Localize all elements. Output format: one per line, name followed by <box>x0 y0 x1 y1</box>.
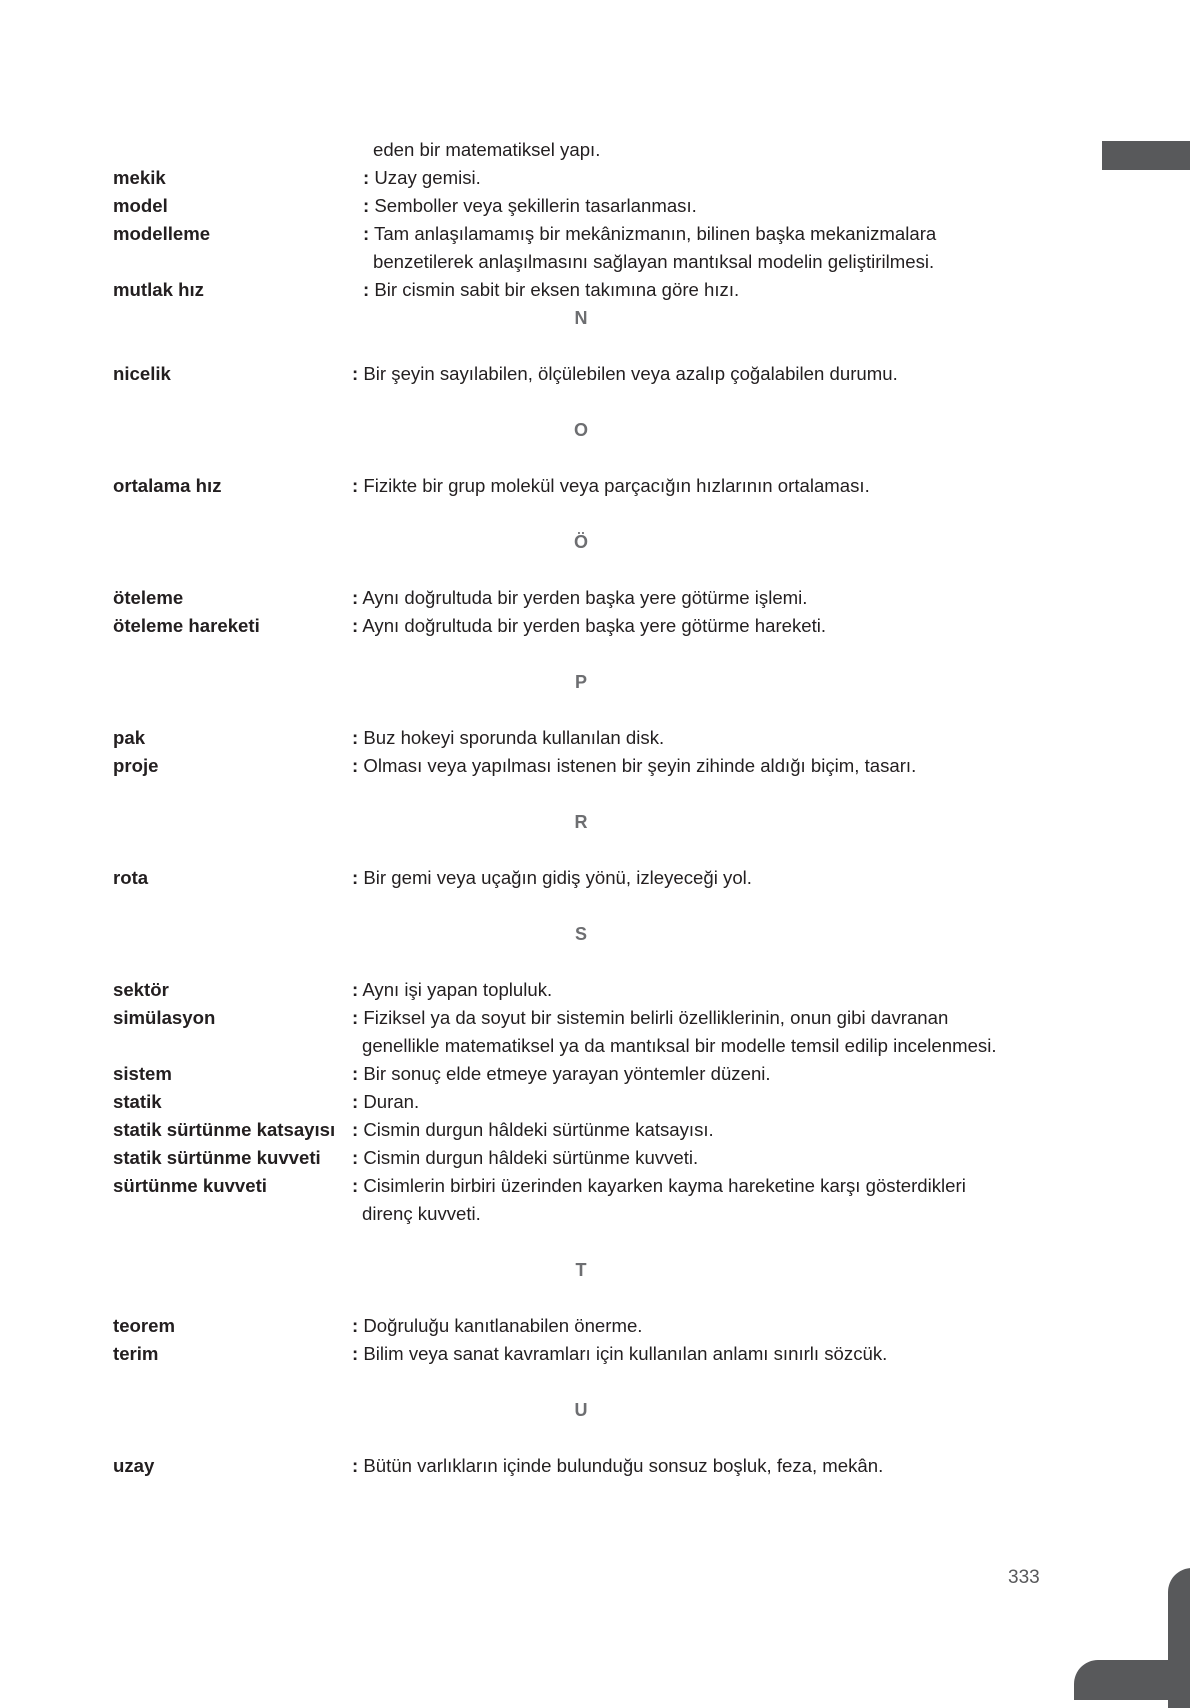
definition-modelleme-cont: benzetilerek anlaşılmasını sağlayan mantıksal modelin geliştirilmesi. <box>373 251 935 272</box>
letter-heading-n: N <box>574 308 588 328</box>
letter-heading-t: T <box>575 1260 587 1280</box>
definition-oteleme-hareketi: : Aynı doğrultuda bir yerden başka yere götürme hareketi. <box>352 615 827 636</box>
definition-simulasyon-cont: genellikle matematiksel ya da mantıksal bir modelle temsil edilip incelenmesi. <box>362 1035 997 1056</box>
definition-statik-surtunme-katsayisi: : Cismin durgun hâldeki sürtünme katsayısı. <box>352 1119 714 1140</box>
definition-statik-surtunme-kuvveti: : Cismin durgun hâldeki sürtünme kuvveti. <box>352 1147 699 1168</box>
letter-heading-p: P <box>574 672 587 692</box>
definition-uzay: : Bütün varlıkların içinde bulunduğu sonsuz boşluk, feza, mekân. <box>352 1455 884 1476</box>
definition-simulasyon: : Fiziksel ya da soyut bir sistemin belirli özelliklerinin, onun gibi davranan <box>352 1007 949 1028</box>
definition-nicelik: : Bir şeyin sayılabilen, ölçülebilen veya azalıp çoğalabilen durumu. <box>352 363 898 384</box>
term-surtunme-kuvveti: sürtünme kuvveti <box>113 1175 267 1196</box>
letter-heading-o: O <box>573 420 588 440</box>
term-mutlak-hiz: mutlak hız <box>113 279 204 300</box>
term-ortalama-hiz: ortalama hız <box>113 475 222 496</box>
definition-teorem: : Doğruluğu kanıtlanabilen önerme. <box>352 1315 643 1336</box>
term-rota: rota <box>113 867 149 888</box>
page-number: 333 <box>1008 1567 1040 1588</box>
definition-pak: : Buz hokeyi sporunda kullanılan disk. <box>352 727 665 748</box>
definition-statik: : Duran. <box>352 1091 420 1112</box>
definition-rota: : Bir gemi veya uçağın gidiş yönü, izleyeceği yol. <box>352 867 752 888</box>
term-sektor: sektör <box>113 979 169 1000</box>
definition-oteleme: : Aynı doğrultuda bir yerden başka yere götürme işlemi. <box>352 587 808 608</box>
letter-heading-u: U <box>574 1400 588 1420</box>
definition-modelleme: : Tam anlaşılamamış bir mekânizmanın, bilinen başka mekanizmalara <box>363 223 937 244</box>
term-teorem: teorem <box>113 1315 176 1336</box>
letter-heading-s: S <box>574 924 587 944</box>
term-statik: statik <box>113 1091 162 1112</box>
term-uzay: uzay <box>113 1455 155 1476</box>
definition-surtunme-kuvveti-cont: direnç kuvveti. <box>362 1203 481 1224</box>
term-statik-surtunme-katsayisi: statik sürtünme katsayısı <box>113 1119 336 1140</box>
term-statik-surtunme-kuvveti: statik sürtünme kuvveti <box>113 1147 321 1168</box>
term-terim: terim <box>113 1343 159 1364</box>
continuation-text: eden bir matematiksel yapı. <box>373 139 601 160</box>
section-tab-marker <box>1102 141 1190 170</box>
term-oteleme: öteleme <box>113 587 184 608</box>
definition-mekik: : Uzay gemisi. <box>363 167 481 188</box>
definition-proje: : Olması veya yapılması istenen bir şeyin zihinde aldığı biçim, tasarı. <box>352 755 917 776</box>
corner-decoration-horizontal <box>1074 1660 1190 1700</box>
definition-mutlak-hiz: : Bir cismin sabit bir eksen takımına göre hızı. <box>363 279 740 300</box>
definition-terim: : Bilim veya sanat kavramları için kullanılan anlamı sınırlı sözcük. <box>352 1343 888 1364</box>
term-pak: pak <box>113 727 146 748</box>
definition-sektor: : Aynı işi yapan topluluk. <box>352 979 553 1000</box>
term-nicelik: nicelik <box>113 363 171 384</box>
definition-ortalama-hiz: : Fizikte bir grup molekül veya parçacığın hızlarının ortalaması. <box>352 475 870 496</box>
term-modelleme: modelleme <box>113 223 211 244</box>
term-model: model <box>113 195 168 216</box>
definition-surtunme-kuvveti: : Cisimlerin birbiri üzerinden kayarken kayma hareketine karşı gösterdikleri <box>352 1175 966 1196</box>
definition-model: : Semboller veya şekillerin tasarlanması. <box>363 195 697 216</box>
term-proje: proje <box>113 755 159 776</box>
letter-heading-r: R <box>574 812 588 832</box>
term-simulasyon: simülasyon <box>113 1007 216 1028</box>
term-sistem: sistem <box>113 1063 172 1084</box>
definition-sistem: : Bir sonuç elde etmeye yarayan yöntemler düzeni. <box>352 1063 771 1084</box>
letter-heading-oe: Ö <box>573 532 588 552</box>
term-mekik: mekik <box>113 167 166 188</box>
term-oteleme-hareketi: öteleme hareketi <box>113 615 260 636</box>
